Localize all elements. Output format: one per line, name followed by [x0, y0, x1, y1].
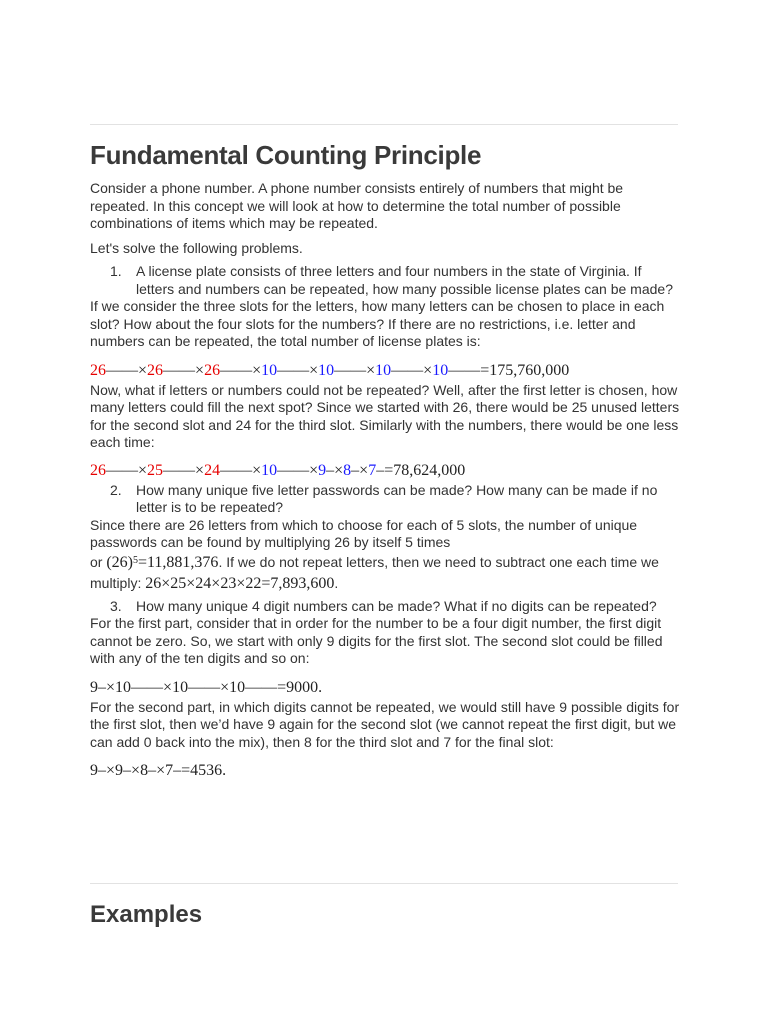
problem-item: [90, 598, 680, 616]
top-divider: [90, 124, 678, 125]
problem2-explanation-b: . If we do not repeat letters, then we need to subtract one each time we multiply:: [90, 553, 659, 591]
equation-3: 9–×10——×10——×10——=9000.: [90, 678, 323, 696]
examples-heading: Examples: [90, 901, 203, 928]
eq-term: 26: [90, 361, 106, 379]
problem-list-2: [90, 482, 680, 517]
eq-term: 7: [165, 762, 174, 779]
power-base: (26): [106, 553, 133, 571]
problem2-explanation-a: Since there are 26 letters from which to choose for each of 5 slots, the number of unique passwords can be found by multiplying 26 by itself 5 times: [90, 516, 638, 550]
problem-list-3: [90, 598, 680, 616]
problem-text: How many unique 4 digit numbers can be made? What if no digits can be repeated?: [136, 597, 657, 614]
eq-term: 24: [204, 461, 221, 479]
eq-term: 10: [229, 678, 246, 696]
eq-result: 175,760,000: [489, 361, 570, 379]
problem-list-1: [90, 263, 680, 298]
problem-number: 2.: [110, 481, 122, 498]
eq-term: 10: [318, 361, 335, 379]
page-title: Fundamental Counting Principle: [90, 140, 482, 170]
eq-term: 8: [343, 461, 352, 479]
intro-paragraph: Consider a phone number. A phone number consists entirely of numbers that might be repeated. In this concept we will look at how to determine the total number of possible combinations of items which may be repeated.: [90, 180, 624, 231]
problem-number: 3.: [110, 597, 122, 614]
eq-result: 78,624,000: [393, 461, 466, 479]
eq-term: 9: [318, 461, 327, 479]
problem1-followup: Now, what if letters or numbers could not be repeated? Well, after the first letter is chosen, how many letters could fill the next spot? Since we started with 26, there would be 25 unused letters for the second slot and 24 for the third slot. Similarly with the numbers, there would be one less each time:: [90, 381, 680, 450]
eq-term: 26: [90, 461, 106, 479]
problem-item: [90, 263, 680, 298]
problem-item: [90, 482, 680, 517]
problem3-explanation-a: For the first part, consider that in order for the number to be a four digit number, the first digit cannot be zero. So, we start with only 9 digits for the first slot. The second slot could be filled with any of the ten digits and so on:: [90, 615, 663, 666]
product-expression: 26×25×24×23×22=7,893,600: [145, 574, 335, 592]
problem-number: 1.: [110, 263, 122, 279]
lead-paragraph: Let's solve the following problems.: [90, 239, 303, 256]
eq-result: 4536.: [190, 762, 227, 779]
power-exponent: 5: [133, 554, 138, 566]
equation-2: 26——×25——×24——×10——×9–×8–×7–=78,624,000: [90, 461, 466, 479]
eq-term: 25: [147, 461, 164, 479]
problem-text: A license plate consists of three letters and four numbers in the state of Virginia. If letters and numbers can be repeated, how many possible license plates can be made?: [136, 263, 673, 297]
eq-term: 10: [432, 361, 449, 379]
eq-term: 7: [368, 461, 377, 479]
article: [90, 138, 680, 782]
problem-text: How many unique five letter passwords can be made? How many can be made if no letter is to be repeated?: [136, 481, 658, 515]
eq-term: 10: [375, 361, 392, 379]
power-result: =11,881,376: [138, 553, 219, 571]
eq-term: 26: [147, 361, 164, 379]
problem2-explanation: [90, 517, 680, 552]
eq-term: 9: [90, 762, 98, 779]
eq-term: 26: [204, 361, 221, 379]
problem3-explanation-b: For the second part, in which digits cannot be repeated, we would still have 9 possible digits for the first slot, then we’d have 9 again for the second slot (we cannot repeat the first digit, but we can add 0 back into the mix), then 8 for the third slot and 7 for the final slot:: [90, 698, 680, 750]
eq-term: 9: [115, 762, 124, 779]
section-divider: [90, 883, 678, 884]
equation-1: 26——×26——×26——×10——×10——×10——×10——=175,760,000: [90, 361, 570, 379]
eq-term: 9: [90, 678, 98, 696]
or-word: or: [90, 553, 103, 570]
eq-term: 10: [115, 678, 132, 696]
eq-term: 10: [261, 361, 278, 379]
eq-term: 10: [261, 461, 278, 479]
problem1-explanation: If we consider the three slots for the letters, how many letters can be chosen to place in each slot? How about the four slots for the numbers? If there are no restrictions, i.e. letter and numbers can be repeated, the total number of license plates is:: [90, 298, 665, 349]
equation-4: 9–×9–×8–×7–=4536.: [90, 762, 227, 779]
eq-result: 9000.: [286, 678, 323, 696]
eq-term: 10: [172, 678, 189, 696]
power-expression: [106, 554, 218, 571]
problem2-power-line: or $(26)^5=11,881,376$. If we do not repeat letters, then we need to subtract one each time we multiply: 26×25×24×23×22=7,893,600.: [90, 553, 659, 592]
eq-term: 8: [140, 762, 149, 779]
